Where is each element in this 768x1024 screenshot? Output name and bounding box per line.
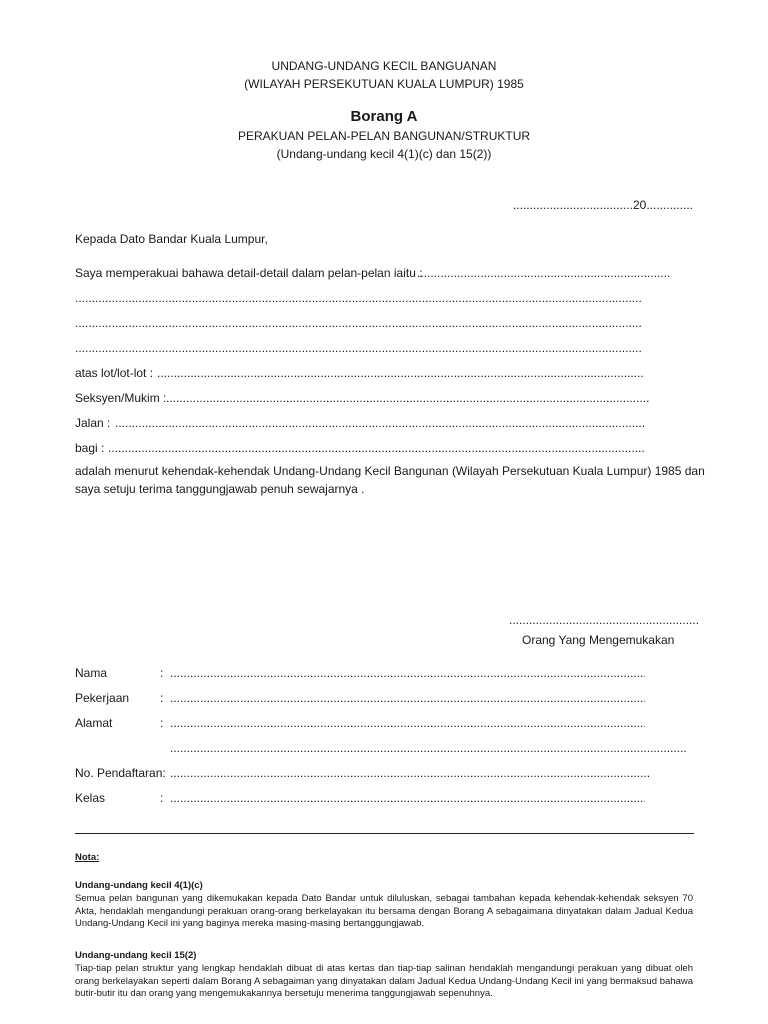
form-reference: (Undang-undang kecil 4(1)(c) dan 15(2)) [276, 147, 492, 161]
signature-caption: Orang Yang Mengemukakan [522, 633, 675, 647]
address-label: Alamat [75, 716, 113, 730]
occupation-field[interactable] [170, 691, 645, 705]
certification-intro: Saya memperakuai bahawa detail-detail dalam pelan-pelan iaitu : [75, 266, 423, 280]
date-field[interactable]: ....................................20.............. [512, 198, 693, 212]
rule1-title: Undang-undang kecil 4(1)(c) [75, 880, 203, 891]
address-field-line1[interactable] [170, 716, 645, 730]
road-label: Jalan : [75, 416, 111, 430]
section-label: Seksyen/Mukim : [75, 391, 167, 405]
rule2-title: Undang-undang kecil 15(2) [75, 950, 197, 961]
plans-field-line1[interactable] [417, 266, 670, 280]
road-field[interactable] [115, 416, 645, 430]
law-title-line1: UNDANG-UNDANG KECIL BANGUANAN [271, 59, 497, 73]
form-subtitle: PERAKUAN PELAN-PELAN BANGUNAN/STRUKTUR [237, 129, 531, 143]
for-label: bagi : [75, 441, 105, 455]
lot-label: atas lot/lot-lot : [75, 366, 154, 380]
notes-title: Nota: [75, 852, 100, 863]
registration-label: No. Pendaftaran: [75, 766, 166, 780]
name-label: Nama [75, 666, 108, 680]
lot-field[interactable] [157, 366, 645, 380]
occupation-colon: : [160, 691, 164, 705]
class-field[interactable] [170, 791, 645, 805]
name-field[interactable] [170, 666, 645, 680]
for-field[interactable] [108, 441, 645, 455]
address-field-line2[interactable] [170, 741, 687, 755]
class-label: Kelas [75, 791, 106, 805]
section-divider [75, 833, 694, 834]
rule2-body: Tiap-tiap pelan struktur yang lengkap hendaklah dibuat di atas kertas dan tiap-tiap salinan hendaklah mengandungi perakuan yang dibuat oleh orang berkelayakan seperti dalam Borang A sebagaiman yang dinyatakan dalam Jadual Kedua Undang-Undang Kecil ini yang bermaksud bahawa butir-butir itu dan orang yang mengemukakannya bersetuju menerima tanggungjawab sepenuhnya. [75, 963, 693, 999]
plans-field-line4[interactable] [75, 341, 641, 355]
occupation-label: Pekerjaan [75, 691, 130, 705]
name-colon: : [160, 666, 164, 680]
law-title-line2: (WILAYAH PERSEKUTUAN KUALA LUMPUR) 1985 [244, 77, 524, 91]
statement-line1: adalah menurut kehendak-kehendak Undang-Undang Kecil Bangunan (Wilayah Persekutuan Kuala Lumpur) 1985 dan [75, 464, 705, 478]
addressee: Kepada Dato Bandar Kuala Lumpur, [75, 232, 268, 246]
signature-line[interactable]: ......................................................... [509, 613, 700, 627]
plans-field-line3[interactable] [75, 316, 641, 330]
plans-field-line2[interactable] [75, 291, 641, 305]
registration-field[interactable] [170, 766, 649, 780]
section-field[interactable] [166, 391, 649, 405]
class-colon: : [160, 791, 164, 805]
form-title: Borang A [350, 108, 418, 125]
rule1-body: Semua pelan bangunan yang dikemukakan kepada Dato Bandar untuk diluluskan, sebagai tambahan kepada kehendak-kehendak seksyen 70 Akta, hendaklah mengandungi perakuan orang-orang berkelayakan itu bersama dengan Borang A sebagaimana dinyatakan dalam Jadual Kedua Undang-Undang Kecil ini yang baginya mereka masing-masing bertanggungjawab. [75, 893, 693, 929]
statement-line2: saya setuju terima tanggungjawab penuh sewajarnya . [75, 482, 365, 496]
address-colon: : [160, 716, 164, 730]
